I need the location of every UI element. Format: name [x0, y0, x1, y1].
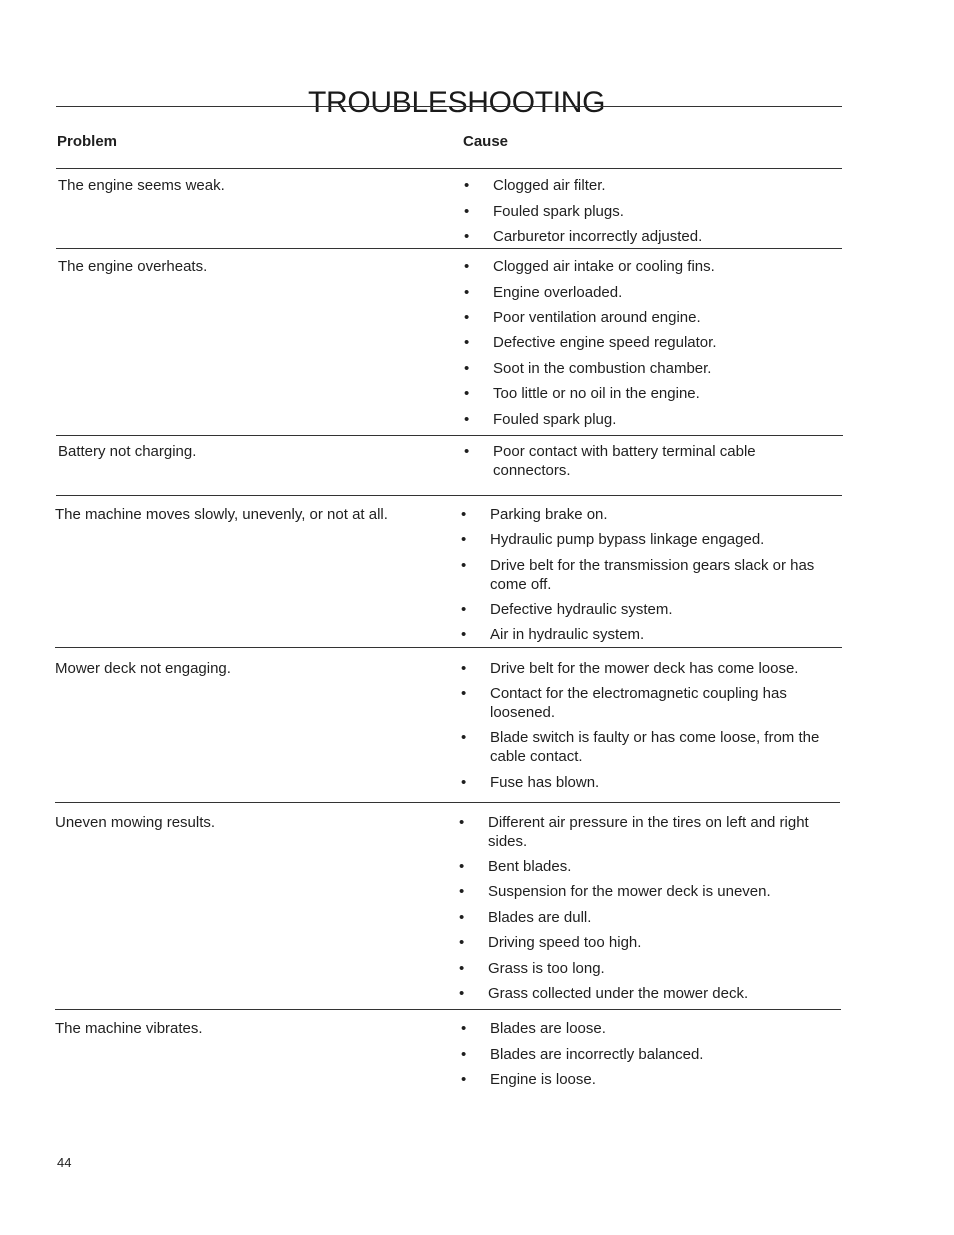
bullet-icon: •	[459, 985, 465, 1002]
bullet-icon: •	[464, 177, 470, 194]
bullet-icon: •	[461, 685, 467, 702]
cause-text: Blades are incorrectly balanced.	[490, 1046, 704, 1063]
row-divider	[55, 802, 840, 803]
cause-text: Grass is too long.	[488, 960, 605, 977]
cause-text: Driving speed too high.	[488, 934, 642, 951]
bullet-icon: •	[464, 309, 470, 326]
cause-text: Blades are dull.	[488, 909, 592, 926]
cause-text: Fouled spark plug.	[493, 411, 617, 428]
cause-text: Clogged air intake or cooling fins.	[493, 258, 715, 275]
bullet-icon: •	[464, 411, 470, 428]
bullet-icon: •	[464, 258, 470, 275]
cause-text: Defective hydraulic system.	[490, 601, 673, 618]
cause-text: Drive belt for the mower deck has come loose.	[490, 660, 799, 677]
problem-text: The machine vibrates.	[55, 1020, 203, 1037]
cause-text: Soot in the combustion chamber.	[493, 360, 712, 377]
column-header-cause: Cause	[463, 133, 509, 150]
bullet-icon: •	[461, 626, 467, 643]
cause-text: Engine is loose.	[490, 1071, 596, 1088]
bullet-icon: •	[459, 909, 465, 926]
row-divider	[55, 647, 842, 648]
cause-text: Carburetor incorrectly adjusted.	[493, 228, 703, 245]
bullet-icon: •	[464, 385, 470, 402]
cause-text: Parking brake on.	[490, 506, 608, 523]
row-divider	[56, 168, 842, 169]
bullet-icon: •	[461, 601, 467, 618]
cause-text: Hydraulic pump bypass linkage engaged.	[490, 531, 765, 548]
cause-text: Too little or no oil in the engine.	[493, 385, 700, 402]
bullet-icon: •	[461, 729, 467, 746]
bullet-icon: •	[461, 1020, 467, 1037]
bullet-icon: •	[461, 1071, 467, 1088]
cause-text: Grass collected under the mower deck.	[488, 985, 749, 1002]
bullet-icon: •	[459, 960, 465, 977]
row-divider	[55, 1009, 841, 1010]
row-divider	[56, 495, 842, 496]
cause-text: Fouled spark plugs.	[493, 203, 624, 220]
bullet-icon: •	[464, 228, 470, 245]
problem-text: The engine seems weak.	[58, 177, 225, 194]
cause-text: Poor contact with battery terminal cable connectors.	[493, 443, 756, 479]
problem-text: Mower deck not engaging.	[55, 660, 231, 677]
bullet-icon: •	[461, 1046, 467, 1063]
bullet-icon: •	[464, 443, 470, 460]
bullet-icon: •	[459, 934, 465, 951]
row-divider	[56, 248, 842, 249]
bullet-icon: •	[461, 531, 467, 548]
bullet-icon: •	[461, 660, 467, 677]
bullet-icon: •	[461, 557, 467, 574]
cause-text: Contact for the electromagnetic coupling has loosened.	[490, 685, 787, 721]
bullet-icon: •	[461, 506, 467, 523]
page-title: TROUBLESHOOTING	[308, 86, 606, 120]
problem-text: The engine overheats.	[58, 258, 208, 275]
bullet-icon: •	[459, 814, 465, 831]
cause-text: Blades are loose.	[490, 1020, 606, 1037]
cause-text: Poor ventilation around engine.	[493, 309, 701, 326]
title-divider	[56, 106, 842, 107]
cause-text: Engine overloaded.	[493, 284, 623, 301]
problem-text: Uneven mowing results.	[55, 814, 216, 831]
row-divider	[56, 435, 843, 436]
cause-text: Clogged air filter.	[493, 177, 606, 194]
cause-text: Blade switch is faulty or has come loose, from the cable contact.	[490, 729, 820, 765]
column-header-problem: Problem	[57, 133, 118, 150]
bullet-icon: •	[464, 360, 470, 377]
cause-text: Different air pressure in the tires on left and right sides.	[488, 814, 809, 850]
bullet-icon: •	[464, 334, 470, 351]
cause-text: Suspension for the mower deck is uneven.	[488, 883, 771, 900]
cause-text: Drive belt for the transmission gears slack or has come off.	[490, 557, 815, 593]
problem-text: The machine moves slowly, unevenly, or not at all.	[55, 506, 388, 523]
bullet-icon: •	[459, 858, 465, 875]
page-number: 44	[57, 1155, 72, 1170]
bullet-icon: •	[464, 203, 470, 220]
cause-text: Bent blades.	[488, 858, 572, 875]
bullet-icon: •	[464, 284, 470, 301]
problem-text: Battery not charging.	[58, 443, 197, 460]
cause-text: Air in hydraulic system.	[490, 626, 645, 643]
bullet-icon: •	[459, 883, 465, 900]
bullet-icon: •	[461, 774, 467, 791]
cause-text: Defective engine speed regulator.	[493, 334, 717, 351]
cause-text: Fuse has blown.	[490, 774, 600, 791]
